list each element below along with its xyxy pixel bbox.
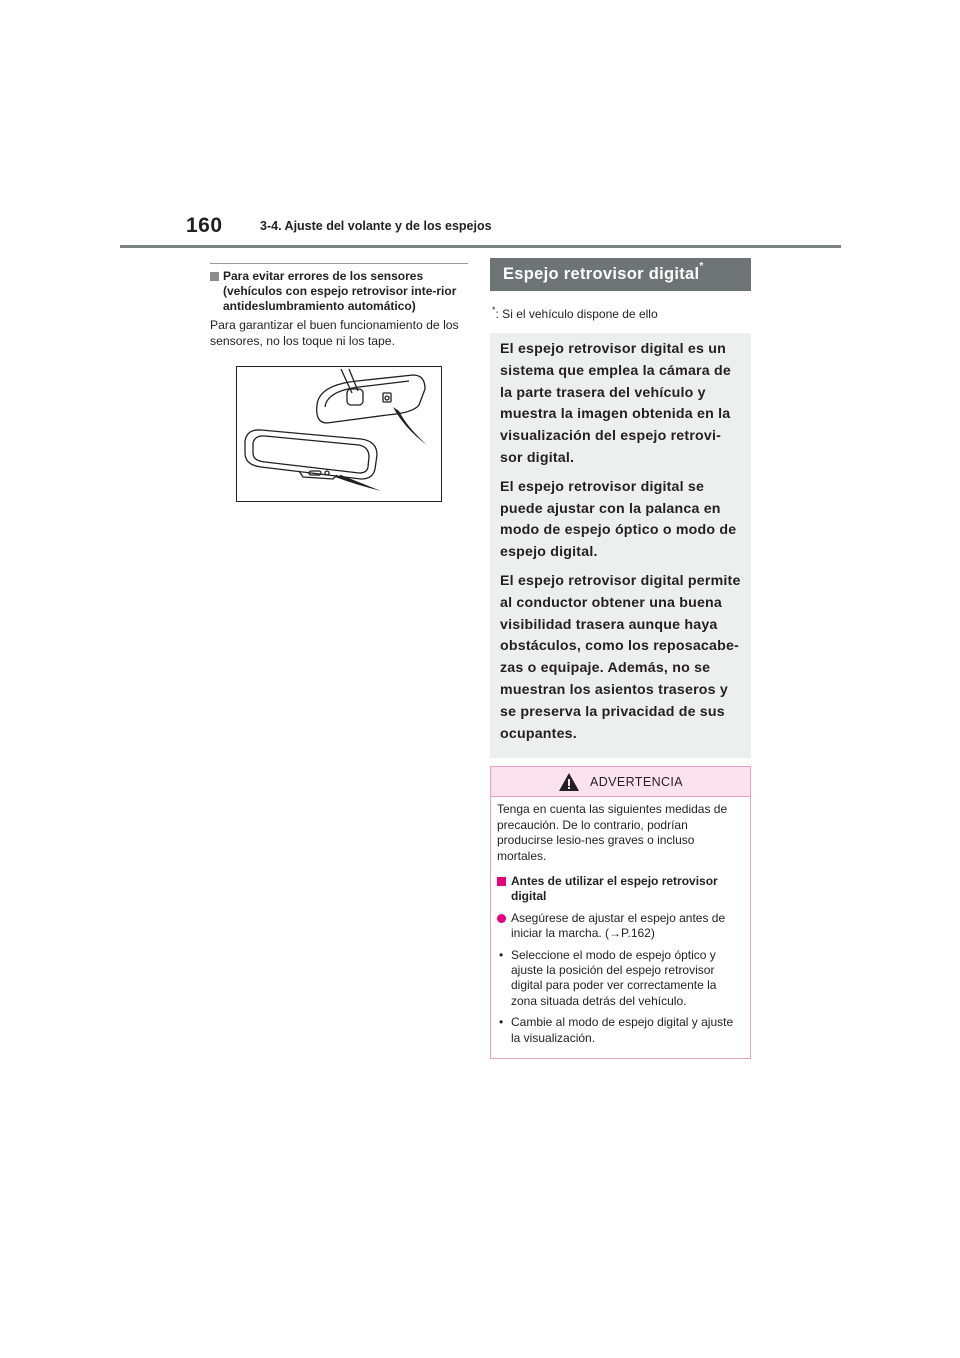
warning-intro: Tenga en cuenta las siguientes medidas de precaución. De lo contrario, podrían producirse lesio-nes graves o incluso mortales. [497, 802, 728, 863]
square-bullet-icon [210, 272, 219, 281]
warning-body [491, 797, 750, 1058]
right-column [490, 258, 751, 1059]
mirror-sensor-illustration [236, 366, 442, 502]
banner-asterisk: * [699, 261, 704, 272]
pink-square-icon [497, 877, 506, 886]
sensor-heading [210, 269, 468, 314]
warning-point [497, 911, 742, 942]
warning-bullet-text: Cambie al modo de espejo digital y ajuste la visualización. [511, 1015, 734, 1045]
warning-subheading-text: Antes de utilizar el espejo retrovisor digital [511, 873, 718, 904]
warning-triangle-icon [558, 772, 580, 792]
warning-subheading [497, 874, 742, 905]
warning-point-text: Asegúrese de ajustar el espejo antes de iniciar la marcha. (→P.162) [511, 910, 726, 941]
bullet-dot-icon: • [499, 1015, 504, 1030]
warning-bullet [497, 948, 742, 1010]
description-paragraph: El espejo retrovisor digital permite al conductor obtener una buena visibilidad trasera aunque haya obstáculos, como los reposacabe-zas o equipaje. Además, no se muestran los asientos traseros y se preserva la privacidad de sus ocupantes. [500, 572, 741, 742]
left-column [210, 263, 468, 349]
footnote [490, 305, 751, 321]
header-rule [120, 245, 841, 248]
warning-title: ADVERTENCIA [589, 774, 684, 789]
footnote-asterisk: * [492, 305, 496, 315]
pink-dot-icon [497, 914, 506, 923]
warning-box [490, 766, 751, 1059]
warning-bullet [497, 1015, 742, 1046]
divider [210, 263, 468, 264]
footnote-text: : Si el vehículo dispone de ello [495, 307, 658, 321]
banner-title: Espejo retrovisor digital [503, 265, 700, 283]
section-title: 3-4. Ajuste del volante y de los espejos [260, 219, 492, 233]
section-banner [490, 258, 751, 291]
warning-header [491, 767, 750, 797]
sensor-paragraph: Para garantizar el buen funcionamiento de los sensores, no los toque ni los tape. [210, 318, 459, 348]
description-paragraph: El espejo retrovisor digital es un sistema que emplea la cámara de la parte trasera del vehículo y muestra la imagen obtenida en la visualización del espejo retrovi-sor digital. [500, 341, 731, 466]
page-number: 160 [186, 214, 223, 237]
bullet-dot-icon: • [499, 947, 504, 962]
sensor-heading-text: Para evitar errores de los sensores (vehículos con espejo retrovisor inte-rior antideslumbramiento automático) [223, 269, 457, 313]
description-box [490, 333, 751, 758]
warning-bullet-text: Seleccione el modo de espejo óptico y ajuste la posición del espejo retrovisor digital para poder ver correctamente la zona situada detrás del vehículo. [511, 947, 717, 1008]
description-paragraph: El espejo retrovisor digital se puede ajustar con la palanca en modo de espejo óptico o modo de espejo digital. [500, 478, 737, 561]
